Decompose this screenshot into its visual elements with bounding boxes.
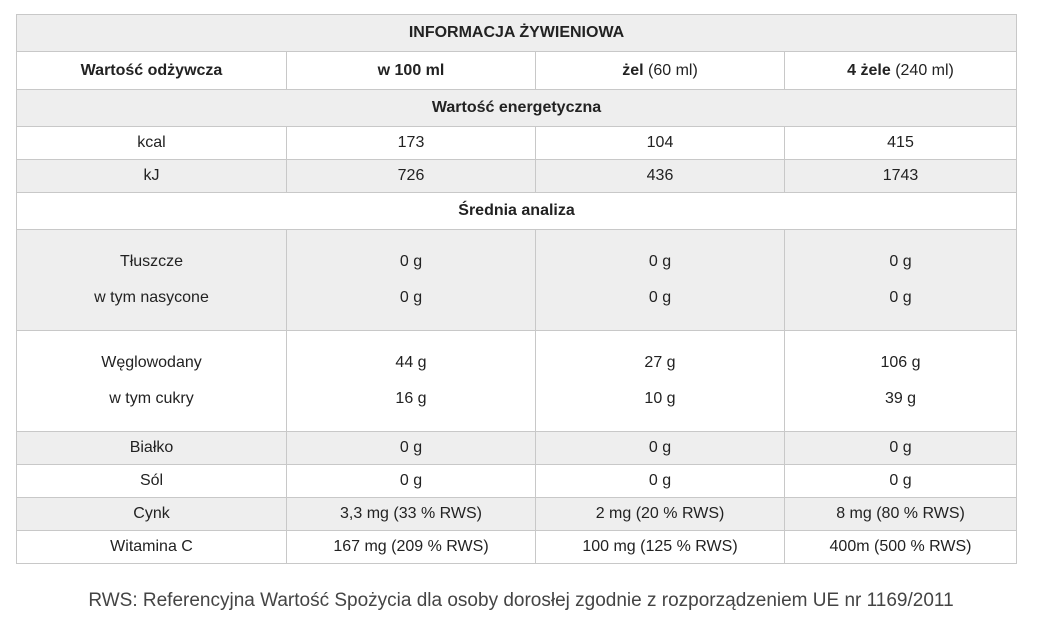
vitamin-c-per-100ml: 167 mg (209 % RWS)	[287, 531, 536, 564]
row-label-vitamin-c: Witamina C	[17, 531, 287, 564]
fat-4-gels: 0 g	[889, 253, 912, 270]
header-nutrient	[17, 52, 287, 90]
protein-per-100ml: 0 g	[287, 432, 536, 465]
zinc-per-100ml: 3,3 mg (33 % RWS)	[287, 498, 536, 531]
salt-4-gels: 0 g	[785, 465, 1017, 498]
row-label-salt: Sól	[17, 465, 287, 498]
carbs-gel-cell	[536, 331, 785, 432]
sugars-gel: 10 g	[644, 390, 676, 407]
nutrition-table	[16, 14, 1017, 564]
vitamin-c-4-gels: 400m (500 % RWS)	[785, 531, 1017, 564]
header-4-gels-volume: (240 ml)	[890, 61, 954, 79]
carbs-4-gels: 106 g	[880, 354, 921, 371]
saturated-fat-label: w tym nasycone	[94, 289, 209, 306]
row-label-kcal: kcal	[17, 127, 287, 160]
vitamin-c-gel: 100 mg (125 % RWS)	[536, 531, 785, 564]
row-label-protein: Białko	[17, 432, 287, 465]
saturated-fat-4-gels: 0 g	[889, 289, 912, 306]
carbs-per-100ml: 44 g	[395, 354, 427, 371]
fat-label-cell	[17, 230, 287, 331]
sugars-label: w tym cukry	[109, 390, 194, 407]
section-energy-row	[17, 90, 1017, 127]
table-row	[17, 432, 1017, 465]
section-analysis-row	[17, 193, 1017, 230]
saturated-fat-per-100ml: 0 g	[399, 289, 423, 306]
fat-gel-cell	[536, 230, 785, 331]
fat-per-100ml-cell	[287, 230, 536, 331]
zinc-4-gels: 8 mg (80 % RWS)	[785, 498, 1017, 531]
sugars-per-100ml: 16 g	[395, 390, 427, 407]
fat-per-100ml: 0 g	[399, 253, 423, 270]
table-header-row	[17, 52, 1017, 90]
kcal-per-100ml: 173	[287, 127, 536, 160]
carbs-4-gels-cell	[785, 331, 1017, 432]
saturated-fat-gel: 0 g	[648, 289, 672, 306]
kcal-gel: 104	[536, 127, 785, 160]
carbs-per-100ml-cell	[287, 331, 536, 432]
header-4-gels-label: 4 żele	[847, 61, 891, 79]
salt-gel: 0 g	[536, 465, 785, 498]
protein-4-gels: 0 g	[785, 432, 1017, 465]
kj-gel: 436	[536, 160, 785, 193]
header-gel-volume: (60 ml)	[643, 61, 698, 79]
fat-gel: 0 g	[648, 253, 672, 270]
table-row	[17, 127, 1017, 160]
carbs-label-cell	[17, 331, 287, 432]
salt-per-100ml: 0 g	[287, 465, 536, 498]
header-per-100ml-label: w 100 ml	[377, 61, 445, 79]
row-label-zinc: Cynk	[17, 498, 287, 531]
section-analysis-title: Średnia analiza	[17, 193, 1017, 230]
section-energy-title: Wartość energetyczna	[17, 90, 1017, 127]
kj-per-100ml: 726	[287, 160, 536, 193]
table-row	[17, 160, 1017, 193]
table-row	[17, 531, 1017, 564]
fat-4-gels-cell	[785, 230, 1017, 331]
table-title: INFORMACJA ŻYWIENIOWA	[17, 15, 1017, 52]
header-gel	[536, 52, 785, 90]
table-row	[17, 331, 1017, 432]
zinc-gel: 2 mg (20 % RWS)	[536, 498, 785, 531]
table-row	[17, 465, 1017, 498]
table-row	[17, 498, 1017, 531]
kcal-4-gels: 415	[785, 127, 1017, 160]
protein-gel: 0 g	[536, 432, 785, 465]
header-per-100ml	[287, 52, 536, 90]
header-nutrient-label: Wartość odżywcza	[80, 61, 223, 79]
row-label-kj: kJ	[17, 160, 287, 193]
table-title-row	[17, 15, 1017, 52]
table-row	[17, 230, 1017, 331]
header-gel-label: żel	[622, 61, 644, 79]
fat-label: Tłuszcze	[119, 253, 184, 270]
rws-footnote: RWS: Referencyjna Wartość Spożycia dla osoby dorosłej zgodnie z rozporządzeniem UE nr 1169/2011	[88, 590, 954, 611]
carbs-gel: 27 g	[644, 354, 676, 371]
kj-4-gels: 1743	[785, 160, 1017, 193]
carbs-label: Węglowodany	[101, 354, 202, 371]
sugars-4-gels: 39 g	[884, 390, 917, 407]
header-4-gels	[785, 52, 1017, 90]
